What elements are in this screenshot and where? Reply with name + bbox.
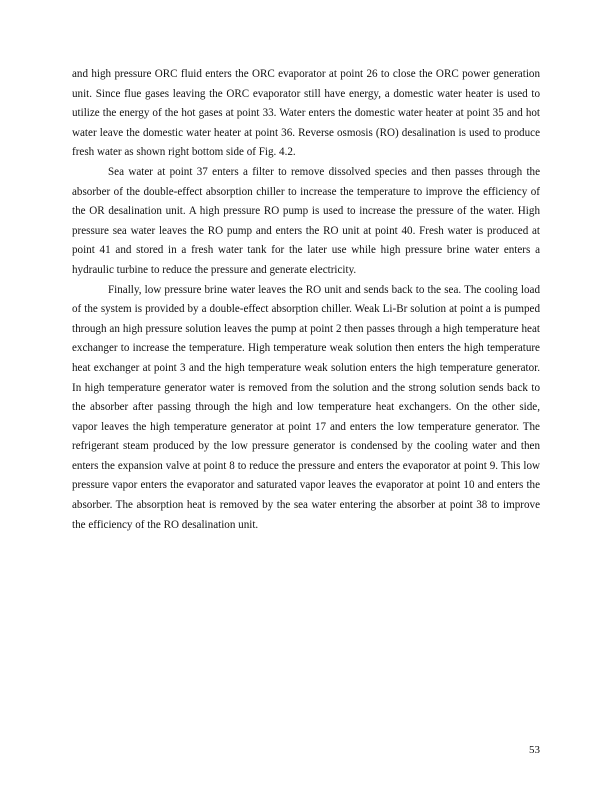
paragraph-absorption-chiller: Finally, low pressure brine water leaves the RO unit and sends back to the sea. The cooling load of the system is provided by a double-effect absorption chiller. Weak Li-Br solution at point a is pumped through an high pressure solution leaves the pump at point 2 then passes through a high temperature heat exchanger to increase the temperature. High temperature weak solution then enters the high temperature heat exchanger at point 3 and the high temperature weak solution enters the high temperature generator. In high temperature generator water is removed from the solution and the strong solution sends back to the absorber after passing through the high and low temperature heat exchangers. On the other side, vapor leaves the high temperature generator at point 17 and enters the low temperature generator. The refrigerant steam produced by the low pressure generator is condensed by the cooling water and then enters the expansion valve at point 8 to reduce the pressure and enters the evaporator at point 9. This low pressure vapor enters the evaporator and saturated vapor leaves the evaporator at point 10 and enters the absorber. The absorption heat is removed by the sea water entering the absorber at point 38 to improve the efficiency of the RO desalination unit. — [72, 283, 540, 531]
paragraph-sea-water: Sea water at point 37 enters a filter to remove dissolved species and then passes through the absorber of the double-effect absorption chiller to increase the temperature to improve the efficiency of the OR desalination unit. A high pressure RO pump is used to increase the pressure of the water. High pressure sea water leaves the RO pump and enters the RO unit at point 40. Fresh water is produced at point 41 and stored in a fresh water tank for the later use while high pressure brine water enters a hydraulic turbine to reduce the pressure and generate electricity. — [72, 165, 540, 276]
body-text — [72, 65, 540, 535]
page-number: 53 — [529, 744, 540, 756]
paragraph-continuation: and high pressure ORC fluid enters the ORC evaporator at point 26 to close the ORC power generation unit. Since flue gases leaving the ORC evaporator still have energy, a domestic water heater is used to utilize the energy of the hot gases at point 33. Water enters the domestic water heater at point 35 and hot water leave the domestic water heater at point 36. Reverse osmosis (RO) desalination is used to produce fresh water as shown right bottom side of Fig. 4.2. — [72, 68, 540, 159]
